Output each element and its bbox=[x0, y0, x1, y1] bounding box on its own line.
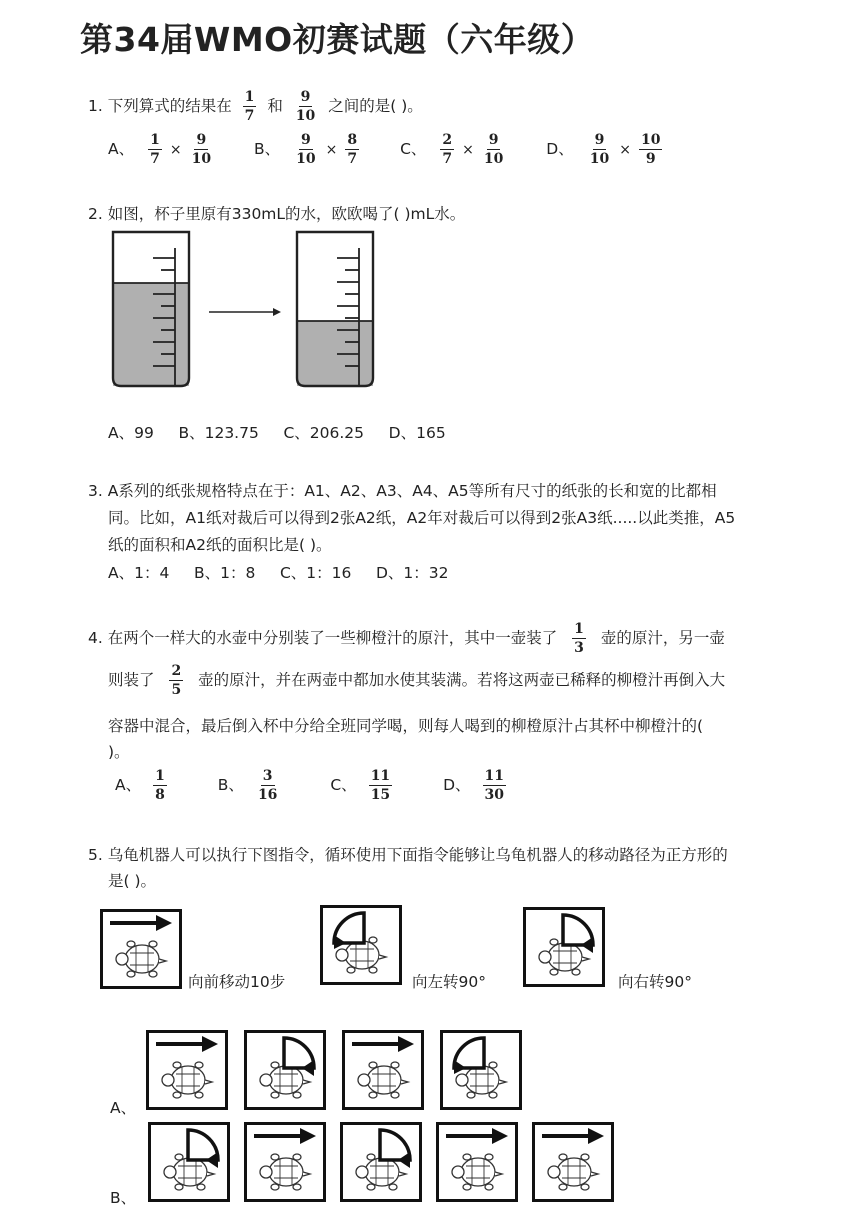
option-d[interactable]: D、 $\frac{11}{30}$ bbox=[443, 768, 505, 803]
command-label-left: 向左转90° bbox=[412, 973, 486, 991]
command-card-right bbox=[244, 1030, 326, 1110]
sequence-step-forward bbox=[244, 1122, 326, 1206]
option-d[interactable]: D、 $\frac{9}{10}$ × $\frac{10}{9}$ bbox=[546, 132, 661, 167]
cup-before bbox=[113, 232, 189, 386]
option-b[interactable]: B、 $\frac{3}{16}$ bbox=[217, 768, 278, 803]
question-4-line-4: )。 bbox=[108, 743, 130, 761]
question-1-options bbox=[108, 133, 668, 166]
command-card-forward bbox=[342, 1030, 424, 1110]
command-card-right bbox=[523, 907, 605, 987]
command-card-right bbox=[340, 1122, 422, 1202]
option-c[interactable]: C、 $\frac{2}{7}$ × $\frac{9}{10}$ bbox=[400, 132, 504, 167]
question-2-options[interactable]: A、99 B、123.75 C、206.25 D、165 bbox=[108, 424, 446, 442]
option-a-label[interactable]: A、 bbox=[110, 1099, 137, 1117]
turn-left-command-card bbox=[320, 905, 402, 985]
command-card-forward bbox=[100, 909, 182, 989]
question-1-stem: 1. 下列算式的结果在 $\frac{1}{7}$ 和 $\frac{9}{10}$ 之间的是( )。 bbox=[88, 89, 423, 124]
sequence-step-right bbox=[148, 1122, 230, 1206]
command-card-right bbox=[148, 1122, 230, 1202]
question-3-line-1: 3. A系列的纸张规格特点在于：A1、A2、A3、A4、A5等所有尺寸的纸张的长和宽的比都相 bbox=[88, 482, 717, 500]
option-a-sequence[interactable] bbox=[146, 1030, 526, 1116]
turn-right-command-card bbox=[523, 907, 605, 987]
option-c[interactable]: C、 $\frac{11}{15}$ bbox=[330, 768, 391, 803]
fraction: $\frac{1}{7}$ bbox=[244, 89, 255, 124]
option-b[interactable]: B、 $\frac{9}{10}$ × $\frac{8}{7}$ bbox=[254, 132, 358, 167]
cups-figure bbox=[105, 228, 385, 393]
command-card-left bbox=[440, 1030, 522, 1110]
question-5-line-2: 是( )。 bbox=[108, 872, 157, 890]
command-card-forward bbox=[244, 1122, 326, 1202]
command-card-forward bbox=[532, 1122, 614, 1202]
question-3-line-3: 纸的面积和A2纸的面积比是( )。 bbox=[108, 536, 332, 554]
question-4-options bbox=[115, 769, 512, 802]
option-a[interactable]: A、 $\frac{1}{8}$ bbox=[115, 768, 165, 803]
forward-command-card bbox=[100, 909, 182, 989]
sequence-step-forward bbox=[436, 1122, 518, 1206]
option-b-label[interactable]: B、 bbox=[110, 1189, 137, 1207]
command-label-forward: 向前移动10步 bbox=[188, 973, 286, 991]
sequence-step-left bbox=[440, 1030, 522, 1114]
question-4-line-1: 4. 在两个一样大的水壶中分别装了一些柳橙汁的原汁，其中一壶装了 $\frac{1}{3}$ 壶的原汁，另一壶 bbox=[88, 621, 725, 656]
command-label-right: 向右转90° bbox=[618, 973, 692, 991]
option-b-sequence[interactable] bbox=[148, 1122, 632, 1208]
question-2-stem: 2. 如图，杯子里原有330mL的水，欧欧喝了( )mL水。 bbox=[88, 205, 466, 223]
cup-after bbox=[297, 232, 373, 386]
question-4-line-3: 容器中混合，最后倒入杯中分给全班同学喝，则每人喝到的柳橙原汁占其杯中柳橙汁的( bbox=[108, 717, 704, 735]
command-card-left bbox=[320, 905, 402, 985]
question-4-line-2: 则装了 $\frac{2}{5}$ 壶的原汁，并在两壶中都加水使其装满。若将这两壶已稀释的柳橙汁再倒入大 bbox=[108, 663, 726, 698]
question-3-line-2: 同。比如，A1纸对裁后可以得到2张A2纸，A2年对裁后可以得到2张A3纸.....以此类推，A5 bbox=[108, 509, 736, 527]
sequence-step-forward bbox=[146, 1030, 228, 1114]
fraction: $\frac{9}{10}$ bbox=[295, 89, 316, 124]
arrow-icon bbox=[209, 308, 281, 316]
option-a[interactable]: A、 $\frac{1}{7}$ × $\frac{9}{10}$ bbox=[108, 132, 212, 167]
question-3-options[interactable]: A、1：4 B、1：8 C、1：16 D、1：32 bbox=[108, 564, 449, 582]
sequence-step-right bbox=[340, 1122, 422, 1206]
sequence-step-right bbox=[244, 1030, 326, 1114]
sequence-step-forward bbox=[532, 1122, 614, 1206]
command-card-forward bbox=[146, 1030, 228, 1110]
sequence-step-forward bbox=[342, 1030, 424, 1114]
page-title: 第34届WMO初赛试题（六年级） bbox=[80, 20, 595, 59]
command-card-forward bbox=[436, 1122, 518, 1202]
question-5-line-1: 5. 乌龟机器人可以执行下图指令，循环使用下面指令能够让乌龟机器人的移动路径为正方形的 bbox=[88, 846, 728, 864]
